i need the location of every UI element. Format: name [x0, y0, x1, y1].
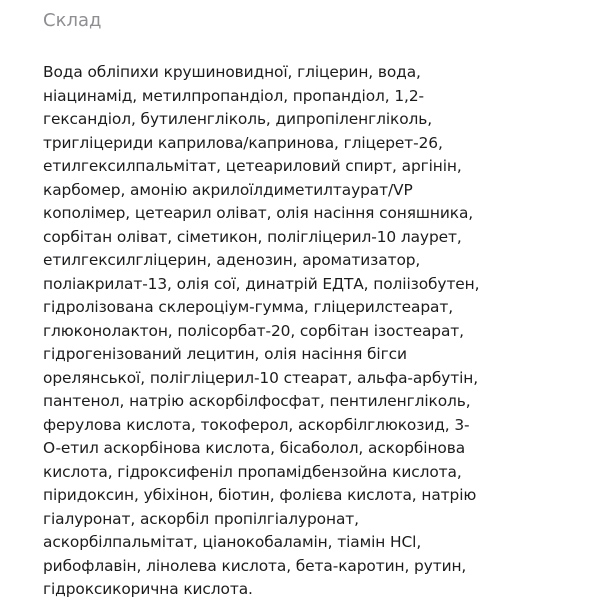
ingredients-line: карбомер, амонію акрилоїлдиметилтаурат/VP: [43, 180, 413, 199]
ingredients-line: поліакрилат-13, олія сої, динатрій ЕДТА, поліізобутен,: [43, 274, 480, 293]
ingredients-line: пантенол, натрію аскорбілфосфат, пентиленгліколь,: [43, 392, 471, 410]
ingredients-line: рибофлавін, лінолева кислота, бета-каротин, рутин,: [43, 556, 467, 575]
ingredients-line: гідрогенізований лецитин, олія насіння бігси: [43, 345, 407, 363]
ingredients-line: кислота, гідроксифеніл пропамідбензойна кислота,: [43, 462, 462, 481]
ingredients-line: тригліцериди каприлова/капринова, гліцерет-26,: [43, 133, 443, 152]
ingredients-text: [43, 61, 588, 602]
ingredients-line: орелянської, полігліцерил-10 стеарат, альфа-арбутін,: [43, 368, 479, 387]
ingredients-line: O-етил аскорбінова кислота, бісаболол, аскорбінова: [43, 439, 466, 457]
ingredients-line: піридоксин, убіхінон, біотин, фолієва кислота, натрію: [43, 486, 477, 504]
ingredients-line: гіалуронат, аскорбіл пропілгіалуронат,: [43, 509, 359, 528]
ingredients-line: кополімер, цетеарил оліват, олія насіння соняшника,: [43, 204, 474, 222]
ingredients-line: етилгексилпальмітат, цетеариловий спирт, аргінін,: [43, 157, 462, 175]
ingredients-line: гідролізована склероціум-гумма, гліцерилстеарат,: [43, 298, 454, 316]
ingredients-line: глюконолактон, полісорбат-20, сорбітан ізостеарат,: [43, 321, 464, 340]
ingredients-line: Вода обліпихи крушиновидної, гліцерин, вода,: [43, 63, 421, 81]
ingredients-line: ферулова кислота, токоферол, аскорбілглюкозид, 3-: [43, 415, 470, 434]
ingredients-line: ніацинамід, метилпропандіол, пропандіол, 1,2-: [43, 86, 424, 105]
ingredients-line: гександіол, бутиленгліколь, дипропіленгліколь,: [43, 110, 433, 128]
section-title: Склад: [43, 10, 102, 31]
ingredients-line: аскорбілпальмітат, ціанокобаламін, тіамін HCl,: [43, 533, 422, 551]
ingredients-line: етилгексилгліцерин, аденозин, ароматизатор,: [43, 251, 421, 269]
ingredients-line: гідроксикорична кислота.: [43, 580, 253, 598]
ingredients-line: сорбітан оліват, сіметикон, полігліцерил-10 лаурет,: [43, 227, 462, 246]
